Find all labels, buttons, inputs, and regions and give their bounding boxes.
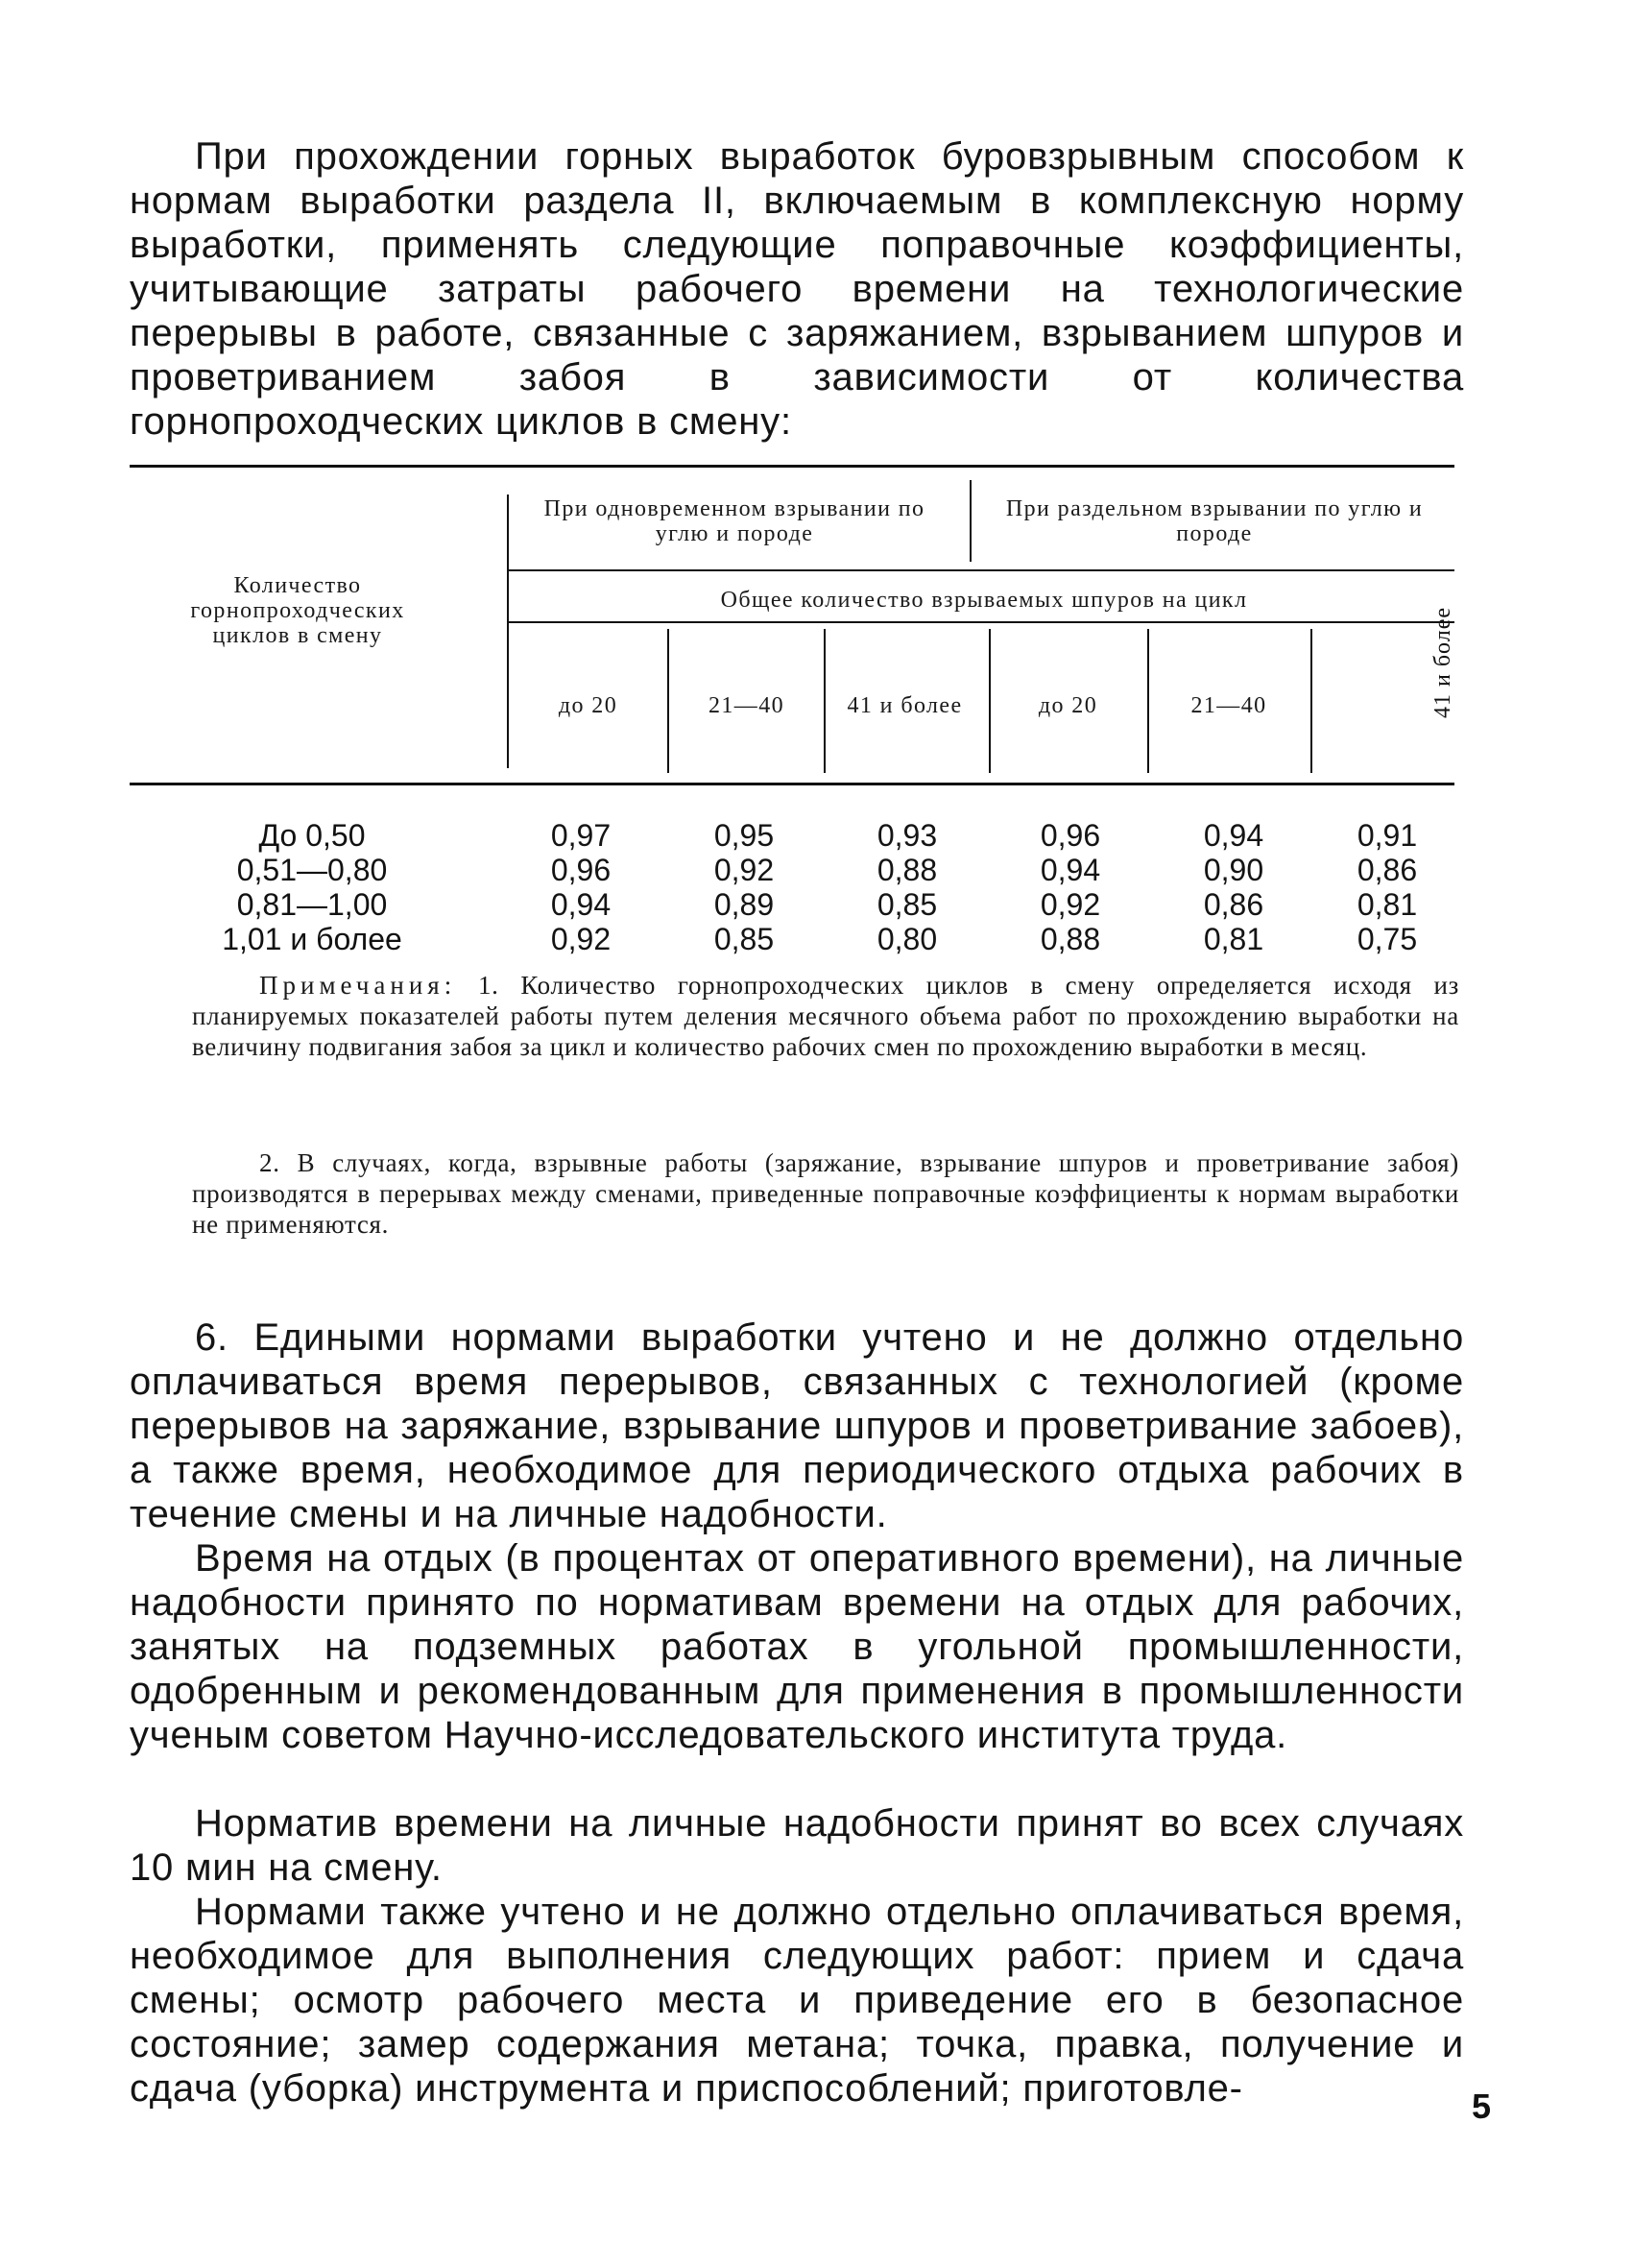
table-cell: 0,96	[1040, 818, 1101, 853]
table-cell: 0,85	[713, 922, 775, 956]
table-cell: 0,88	[1040, 922, 1101, 956]
row-label: 1,01 и более	[222, 922, 402, 956]
row-label: 0,51—0,80	[236, 853, 388, 887]
table-vline	[1310, 629, 1312, 773]
column-header: 21—40	[708, 693, 784, 718]
table-top-rule	[130, 465, 1454, 468]
table-cell: 0,88	[877, 853, 938, 887]
table-cell: 0,94	[1040, 853, 1101, 887]
table-cell: 0,94	[550, 887, 612, 922]
table-cell: 0,97	[550, 818, 612, 853]
note-1-text: 1. Количество горнопроходческих циклов в смену определяется исходя из планируемых показателей работы путем деления месячного объема работ по прохождению выработки на величину подвигания забоя за цикл и количество рабочих смен по прохождению выработки в месяц.	[192, 971, 1459, 1061]
note-2: 2. В случаях, когда, взрывные работы (заряжание, взрывание шпуров и проветривание забоя) производятся в перерывах между сменами, приведенные поправочные коэффициенты к нормам выработки не применяются.	[192, 1148, 1459, 1239]
group-header-separate: При раздельном взрывании по углю и породе	[1005, 496, 1424, 546]
table-cell: 0,96	[550, 853, 612, 887]
table-vline	[507, 495, 509, 768]
table-cell: 0,92	[1040, 887, 1101, 922]
notes-lead: Примечания:	[259, 971, 457, 1000]
table-cell: 0,95	[713, 818, 775, 853]
table-cell: 0,85	[877, 887, 938, 922]
table-cell: 0,94	[1203, 818, 1264, 853]
paragraph-personal-needs: Норматив времени на личные надобности принят во всех случаях 10 мин на смену.	[130, 1802, 1464, 1889]
table-vline	[667, 629, 669, 773]
column-header: 41 и более	[1430, 606, 1455, 719]
table-vline	[1147, 629, 1149, 773]
row-label: 0,81—1,00	[236, 887, 388, 922]
intro-paragraph: При прохождении горных выработок буровзрывным способом к нормам выработки раздела II, включаемым в комплексную норму выработки, применять следующие поправочные коэффициенты, учитывающие затраты рабочего времени на технологические перерывы в работе, связанные с заряжанием, взрыванием шпуров и проветриванием забоя в зависимости от количества горнопроходческих циклов в смену:	[130, 135, 1464, 443]
table-cell: 0,93	[877, 818, 938, 853]
column-header: 41 и более	[847, 693, 963, 718]
table-cell: 0,75	[1357, 922, 1418, 956]
paragraph-6: 6. Едиными нормами выработки учтено и не должно отдельно оплачиваться время перерывов, связанных с технологией (кроме перерывов на заряжание, взрывание шпуров и проветривание забоев), а также время, необходимое для периодического отдыха рабочих в течение смены и на личные надобности.	[130, 1316, 1464, 1535]
table-cell: 0,91	[1357, 818, 1418, 853]
table-header-bottom-rule	[130, 783, 1454, 785]
row-label: До 0,50	[258, 818, 366, 853]
row-header: Количество горнопроходческих циклов в смену	[190, 573, 405, 648]
column-header: до 20	[558, 693, 618, 718]
group-header-rule	[507, 569, 1454, 571]
table-cell: 0,81	[1357, 887, 1418, 922]
table-cell: 0,81	[1203, 922, 1264, 956]
paragraph-included-work: Нормами также учтено и не должно отдельно оплачиваться время, необходимое для выполнения следующих работ: прием и сдача смены; осмотр рабочего места и приведение его в безопасное состояние; замер содержания метана; точка, правка, получение и сдача (уборка) инструмента и приспособлений; приготовле-	[130, 1891, 1464, 2110]
table-cell: 0,86	[1203, 887, 1264, 922]
table-cell: 0,86	[1357, 853, 1418, 887]
column-header: до 20	[1038, 693, 1098, 718]
table-cell: 0,92	[550, 922, 612, 956]
group-header-simultaneous: При одновременном взрывании по углю и породе	[543, 496, 925, 546]
paragraph-rest-time: Время на отдых (в процентах от оперативного времени), на личные надобности принято по нормативам времени на отдых для рабочих, занятых на подземных работах в угольной промышленности, одобренным и рекомендованным для применения в промышленности ученым советом Научно-исследовательского института труда.	[130, 1537, 1464, 1756]
table-cell: 0,80	[877, 922, 938, 956]
table-cell: 0,89	[713, 887, 775, 922]
subheader: Общее количество взрываемых шпуров на цикл	[720, 588, 1248, 613]
page-number: 5	[1472, 2087, 1492, 2126]
table-vline	[989, 629, 991, 773]
subheader-rule	[507, 621, 1454, 623]
table-cell: 0,92	[713, 853, 775, 887]
table-cell: 0,90	[1203, 853, 1264, 887]
note-1	[192, 970, 1459, 1062]
column-header: 21—40	[1190, 693, 1267, 718]
table-vline	[970, 480, 972, 562]
